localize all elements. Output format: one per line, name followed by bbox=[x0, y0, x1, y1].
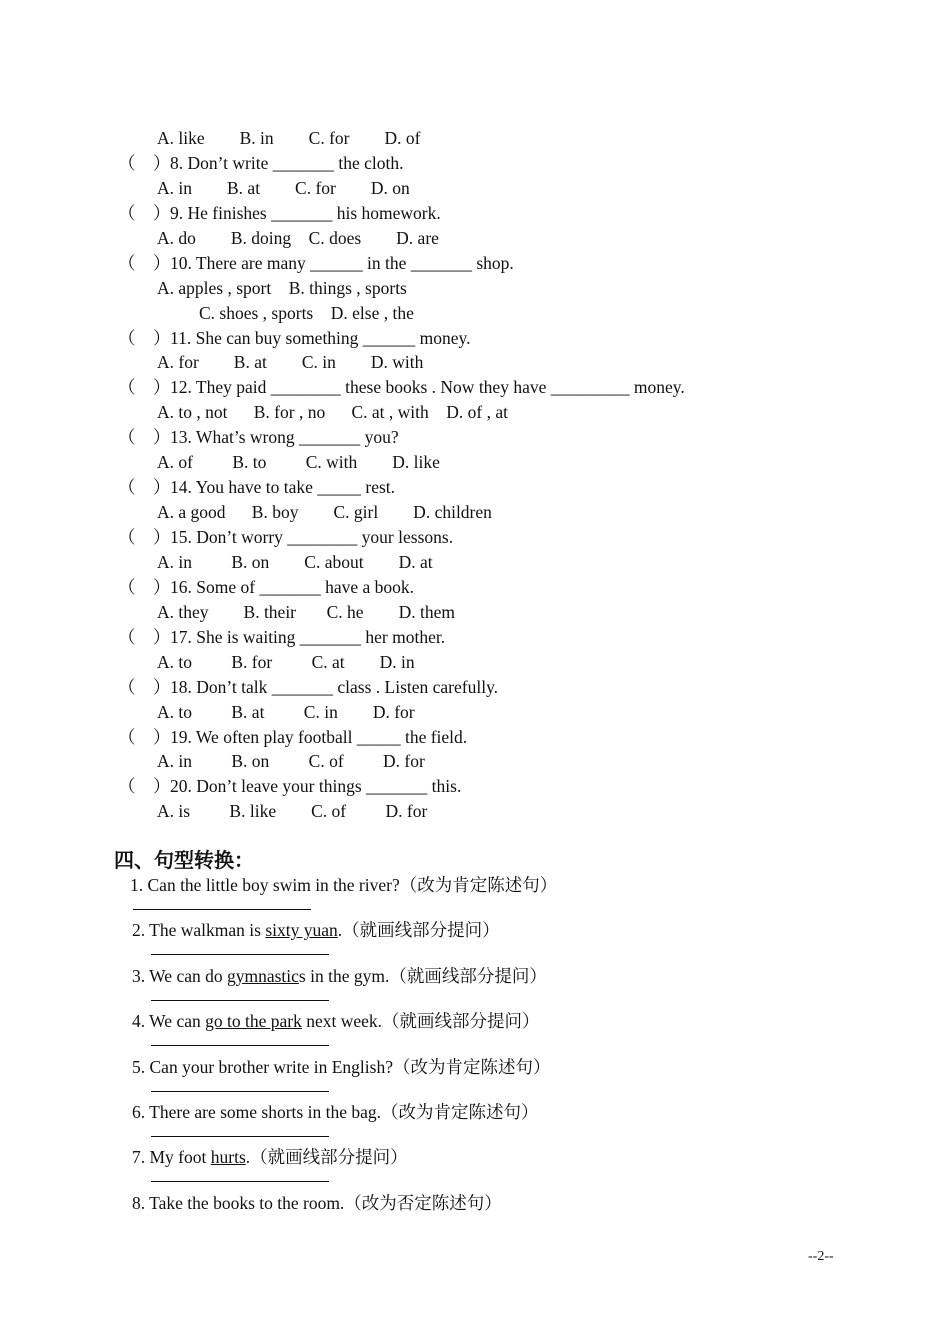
answer-bracket: （ ） bbox=[118, 726, 171, 747]
question-line bbox=[0, 151, 950, 176]
answer-options: A. to B. for C. at D. in bbox=[157, 651, 415, 672]
question-line bbox=[0, 475, 950, 500]
answer-options: A. in B. at C. for D. on bbox=[157, 177, 410, 198]
sentence-text: 6. There are some shorts in the bag.（改为肯定陈述句） bbox=[132, 1101, 539, 1122]
answer-blank-line[interactable] bbox=[151, 1045, 329, 1046]
answer-bracket: （ ） bbox=[118, 527, 171, 547]
underlined-phrase: hurts bbox=[210, 1147, 246, 1168]
answer-options: A. a good B. boy C. girl D. children bbox=[157, 502, 492, 523]
answer-bracket: （ ） bbox=[118, 576, 171, 597]
question-stem: 19. We often play football _____ the field. bbox=[170, 726, 468, 747]
answer-bracket: （ ） bbox=[118, 776, 171, 797]
options-line bbox=[0, 400, 950, 425]
sentence-transform-list bbox=[0, 873, 950, 1236]
sentence-instruction: .（就画线部分提问） bbox=[245, 1147, 408, 1168]
options-line bbox=[0, 600, 950, 625]
options-line bbox=[0, 301, 950, 326]
sentence-text: 8. Take the books to the room.（改为否定陈述句） bbox=[132, 1192, 502, 1213]
question-stem: 18. Don’t talk _______ class . Listen carefully. bbox=[170, 676, 499, 697]
answer-bracket: （ ） bbox=[118, 477, 171, 498]
transform-sentence bbox=[132, 918, 500, 942]
underlined-phrase: sixty yuan bbox=[265, 920, 338, 941]
answer-blank-line[interactable] bbox=[151, 954, 329, 955]
sentence-instruction: next week.（就画线部分提问） bbox=[301, 1011, 540, 1032]
options-line bbox=[0, 176, 950, 201]
answer-options: C. shoes , sports D. else , the bbox=[199, 302, 414, 323]
options-line bbox=[0, 700, 950, 725]
sentence-text: 1. Can the little boy swim in the river?（改为肯定陈述句） bbox=[130, 875, 558, 895]
question-line bbox=[0, 425, 950, 450]
transform-sentence bbox=[132, 1055, 551, 1079]
question-stem: 17. She is waiting _______ her mother. bbox=[170, 626, 446, 647]
answer-options: A. is B. like C. of D. for bbox=[157, 801, 428, 822]
transform-item bbox=[0, 873, 950, 918]
answer-bracket: （ ） bbox=[118, 676, 171, 697]
section-title: 四、句型转换： bbox=[114, 848, 254, 872]
question-line bbox=[0, 575, 950, 600]
sentence-text: 4. We can bbox=[132, 1011, 206, 1032]
question-line bbox=[0, 326, 950, 351]
question-stem: 13. What’s wrong _______ you? bbox=[170, 427, 399, 448]
transform-sentence bbox=[132, 964, 547, 988]
options-line bbox=[0, 799, 950, 824]
question-stem: 15. Don’t worry ________ your lessons. bbox=[170, 527, 454, 547]
options-line bbox=[0, 276, 950, 301]
underlined-phrase: gymnastic bbox=[226, 965, 299, 986]
transform-item bbox=[0, 918, 950, 963]
question-line bbox=[0, 201, 950, 226]
answer-blank-line[interactable] bbox=[151, 1136, 329, 1137]
question-stem: 16. Some of _______ have a book. bbox=[170, 576, 414, 597]
answer-bracket: （ ） bbox=[118, 327, 171, 348]
options-line bbox=[0, 749, 950, 774]
question-line bbox=[0, 525, 950, 550]
question-stem: 10. There are many ______ in the _______ shop. bbox=[170, 252, 514, 273]
sentence-instruction: .（就画线部分提问） bbox=[337, 920, 500, 941]
transform-sentence bbox=[130, 873, 557, 897]
question-line bbox=[0, 375, 950, 400]
answer-options: A. they B. their C. he D. them bbox=[157, 601, 455, 622]
sentence-text: 3. We can do bbox=[132, 965, 227, 986]
transform-item bbox=[0, 1009, 950, 1054]
answer-options: A. do B. doing C. does D. are bbox=[157, 227, 439, 248]
options-line bbox=[0, 350, 950, 375]
question-stem: 11. She can buy something ______ money. bbox=[170, 327, 471, 348]
answer-bracket: （ ） bbox=[118, 377, 171, 398]
answer-bracket: （ ） bbox=[118, 202, 171, 223]
answer-options: A. for B. at C. in D. with bbox=[157, 352, 424, 373]
options-line bbox=[0, 226, 950, 251]
question-line bbox=[0, 251, 950, 276]
answer-options: A. in B. on C. about D. at bbox=[157, 551, 433, 572]
question-stem: 20. Don’t leave your things _______ this. bbox=[170, 776, 462, 797]
page-number: --2-- bbox=[808, 1249, 834, 1264]
sentence-text: 5. Can your brother write in English?（改为肯定陈述句） bbox=[132, 1056, 551, 1077]
sentence-instruction: s in the gym.（就画线部分提问） bbox=[298, 965, 547, 986]
multiple-choice-list bbox=[0, 126, 950, 824]
underlined-phrase: go to the park bbox=[205, 1011, 302, 1032]
transform-sentence bbox=[132, 1145, 408, 1169]
sentence-text: 7. My foot bbox=[132, 1147, 211, 1168]
transform-item bbox=[0, 1145, 950, 1190]
transform-item bbox=[0, 1191, 950, 1236]
answer-options: A. to , not B. for , no C. at , with D. of , at bbox=[157, 402, 508, 423]
answer-blank-line[interactable] bbox=[133, 909, 311, 910]
answer-options: A. to B. at C. in D. for bbox=[157, 701, 415, 722]
options-line bbox=[0, 550, 950, 575]
answer-bracket: （ ） bbox=[118, 626, 171, 647]
transform-sentence bbox=[132, 1100, 538, 1124]
answer-bracket: （ ） bbox=[118, 427, 171, 448]
question-stem: 12. They paid ________ these books . Now they have _________ money. bbox=[170, 377, 685, 398]
transform-item bbox=[0, 1100, 950, 1145]
transform-item bbox=[0, 1055, 950, 1100]
options-line bbox=[0, 500, 950, 525]
answer-blank-line[interactable] bbox=[151, 1091, 329, 1092]
options-line bbox=[0, 650, 950, 675]
answer-bracket: （ ） bbox=[118, 152, 171, 173]
transform-sentence bbox=[132, 1191, 502, 1215]
transform-sentence bbox=[132, 1009, 540, 1033]
answer-options: A. of B. to C. with D. like bbox=[157, 452, 440, 473]
options-line bbox=[0, 126, 950, 151]
question-line bbox=[0, 625, 950, 650]
answer-blank-line[interactable] bbox=[151, 1181, 329, 1182]
answer-options: A. in B. on C. of D. for bbox=[157, 751, 425, 772]
question-stem: 8. Don’t write _______ the cloth. bbox=[170, 152, 404, 173]
answer-blank-line[interactable] bbox=[151, 1000, 329, 1001]
question-stem: 9. He finishes _______ his homework. bbox=[170, 202, 441, 223]
answer-bracket: （ ） bbox=[118, 252, 171, 273]
question-line bbox=[0, 774, 950, 799]
options-line bbox=[0, 450, 950, 475]
sentence-text: 2. The walkman is bbox=[132, 920, 266, 941]
transform-item bbox=[0, 964, 950, 1009]
question-line bbox=[0, 725, 950, 750]
answer-options: A. apples , sport B. things , sports bbox=[157, 277, 407, 298]
question-line bbox=[0, 675, 950, 700]
answer-options: A. like B. in C. for D. of bbox=[157, 128, 421, 148]
question-stem: 14. You have to take _____ rest. bbox=[170, 477, 396, 498]
